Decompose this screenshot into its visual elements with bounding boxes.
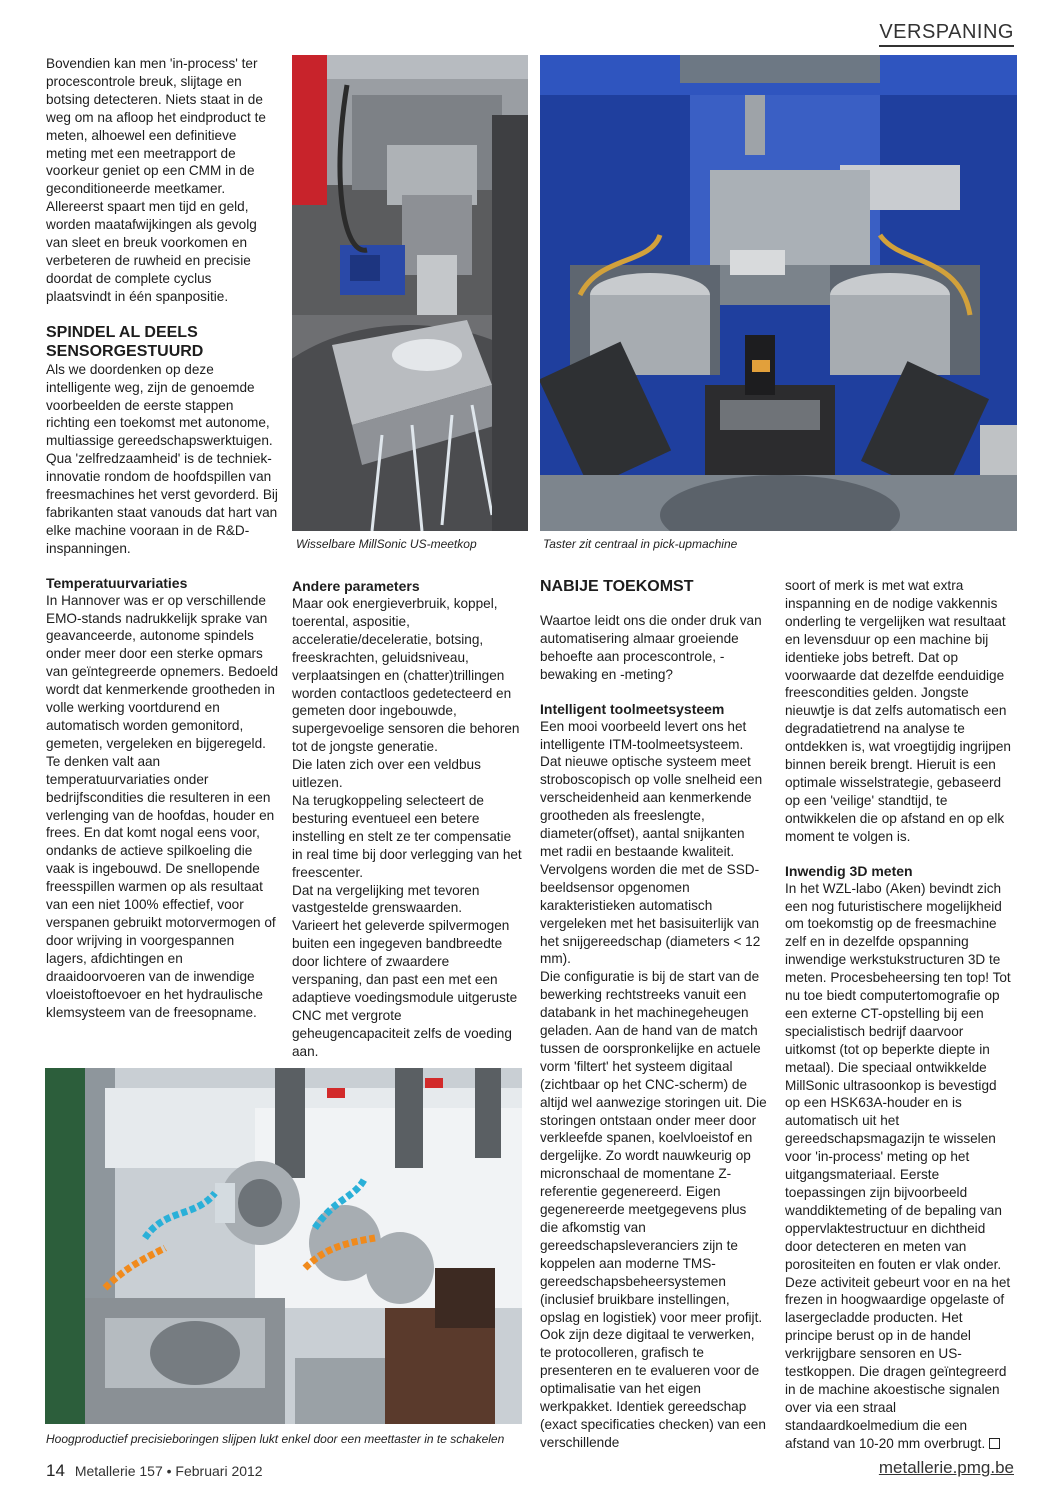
paragraph: Waartoe leidt ons die onder druk van automatisering almaar groeiende behoefte aan procescontrole, -bewaking en -meting? (540, 613, 762, 682)
column-3 (540, 577, 768, 1452)
heading-temperatuurvariaties: Temperatuurvariaties (46, 574, 188, 591)
heading-intelligent-toolmeetsysteem: Intelligent toolmeetsysteem (540, 700, 725, 717)
paragraph: Te denken valt aan temperatuurvariaties onder bedrijfscondities die resulteren in een verlenging van de hoofdas, houder en frees. En dat komt nogal eens voor, ondanks de actieve spilkoeling die vaak is ingebouwd. De snellopende freesspillen warmen op als resultaat van een niet 100% effectief, voor verspanen gebruikt motorvermogen of door wrijving in voorgespannen lagers, afdichtingen en draaidoorvoeren van de inwendige vloeistoftoevoer en het hydraulische klemsysteem van de freesopname. (46, 753, 276, 1020)
photo-grinding-machine (45, 1068, 522, 1424)
paragraph: Als we doordenken op deze intelligente weg, zijn de genoemde voorbeelden de eerste stappen richting een toekomst met autonome, multiassige gereedschapswerktuigen. Qua 'zelfredzaamheid' is de techniek-innovatie rondom de hoofdspillen van freesmachines het verst gevorderd. Bij fabrikanten staat vanouds dat hart van elke machine vooraan in de R&D-inspanningen. (46, 361, 278, 556)
intro-paragraph: Bovendien kan men 'in-process' ter procescontrole breuk, slijtage en botsing detecteren. Niets staat in de weg om na afloop het eindproduct te meten, alhoewel een definitieve meting met een meetrapport de voorkeur geniet op een CMM in de geconditioneerde meetkamer. Allereerst spaart men tijd en geld, worden maatafwijkingen als gevolg van sleet en breuk voorkomen en verbeteren de ruwheid en precisie doordat de complete cyclus plaatsvindt in één spanpositie. (46, 56, 266, 304)
heading-spindel: SPINDEL AL DEELS SENSORGESTUURD (46, 323, 204, 360)
column-2 (292, 577, 522, 1061)
caption-photo-3: Hoogproductief precisieboringen slijpen lukt enkel door een meettaster in te schakelen (46, 1432, 505, 1446)
paragraph-text: In het WZL-labo (Aken) bevindt zich een nog futuristischere mogelijkheid om toekomstig op de freesmachine zelf en in dezelfde opspanning inwendige werkstukstructuren 3D te meten. Procesbeheersing ten top! Tot nu toe biedt computertomografie op een externe CT-opstelling bij een specialistisch bedrijf daarvoor uitkomst (tot op beperkte diepte in metaal). Die speciaal ontwikkelde MillSonic ultrasoonkop is bevestigd op een HSK63A-houder en is automatisch uit het gereedschapsmagazijn te wisselen voor 'in-process' meting op het uitgangsmateriaal. Eerste toepassingen zijn bijvoorbeeld wanddiktemeting of de bepaling van oppervlaktestructuur en dichtheid door detecteren en meten van porositeiten en fouten er vlak onder. Deze activiteit gebeurt voor en na het frezen in hoogwaardige opgelaste of lasergecladde producten. Het principe berust op in de handel verkrijgbare sensoren en US-testkoppen. Die dragen geïntegreerd in de machine akoestische signalen over via een straal standaardkoelmedium die een afstand van 10-20 mm overbrugt. (785, 880, 1011, 1451)
footer (46, 1461, 263, 1481)
paragraph: Maar ook energieverbruik, koppel, toerental, aspositie, acceleratie/deceleratie, botsing, freeskrachten, geluidsniveau, verplaatsingen en (chatter)trillingen worden contactloos gedetecteerd en gemeten door ingebouwde, supergevoelige sensoren die behoren tot de jongste generatie. (292, 596, 520, 755)
photo-millsonic-probe (292, 55, 528, 531)
issue-info: Metallerie 157 • Februari 2012 (74, 1463, 263, 1479)
photo-pickup-machine (540, 55, 1017, 531)
paragraph (785, 880, 1013, 1453)
paragraph: Die laten zich over een veldbus uitlezen. (292, 757, 481, 791)
paragraph: Na terugkoppeling selecteert de besturing eventueel een betere instelling en stelt ze ter compensatie in real time bij door verlegging van het freescenter. (292, 792, 522, 880)
column-4 (785, 577, 1013, 1453)
heading-nabije-toekomst: NABIJE TOEKOMST (540, 578, 694, 595)
end-of-article-icon (989, 1438, 1000, 1449)
caption-photo-2: Taster zit centraal in pick-upmachine (543, 537, 738, 551)
page-number: 14 (46, 1461, 65, 1480)
paragraph: Een mooi voorbeeld levert ons het intelligente ITM-toolmeetsysteem. Dat nieuwe optische systeem meet stroboscopisch op volle snelheid een verscheidenheid aan kenmerkende grootheden als freeslengte, diameter(offset), aantal snijkanten met radii en bestaande kwaliteit. Vervolgens worden die met de SSD-beeldsensor opgenomen karakteristieken automatisch vergeleken met het basisuiterlijk van het snijgereedschap (diameters < 12 mm). (540, 718, 763, 967)
paragraph: Die configuratie is bij de start van de bewerking rechtstreeks vanuit een databank in het machinegeheugen geladen. Aan de hand van de match tussen de oorspronkelijke en actuele vorm 'filtert' het systeem digitaal (zichtbaar op het CNC-scherm) de altijd wel aanwezige storingen uit. Die storingen ontstaan onder meer door verkleefde spanen, koelvloeistof en dergelijke. Zo wordt nauwkeurig op micronschaal de momentane Z-referentie gegenereerd. Eigen gegenereerde meetgegevens plus die afkomstig van gereedschapsleveranciers zijn te koppelen aan moderne TMS-gereedschapsbeheersystemen (inclusief bruikbare instellingen, opslag en logistiek) voor meer profijt. Ook zijn deze digitaal te verwerken, te protocolleren, grafisch te presenteren en te evalueren voor de optimalisatie van het eigen werkpakket. Identiek gereedschap (exact specificaties checken) van een verschillende (540, 969, 767, 1450)
caption-photo-1: Wisselbare MillSonic US-meetkop (296, 537, 477, 551)
paragraph: Dat na vergelijking met tevoren vastgestelde grenswaarden. (292, 882, 480, 916)
paragraph: In Hannover was er op verschillende EMO-stands nadrukkelijk sprake van geavanceerde, autonome spindels onder meer door een sterke opmars van geïntegreerde opnemers. Bedoeld wordt dat kenmerkende grootheden in volle werking voortdurend en automatisch worden gemonitord, gemeten, vergeleken en bijgeregeld. (46, 592, 279, 751)
column-1 (46, 55, 278, 1021)
heading-andere-parameters: Andere parameters (292, 578, 420, 594)
footer-url-link[interactable]: metallerie.pmg.be (878, 1458, 1014, 1477)
paragraph: Varieert het geleverde spilvermogen buiten een ingegeven bandbreedte door lichtere of zwaardere verspaning, dan past een met een adaptieve voedingsmodule uitgeruste CNC met vergrote geheugencapaciteit zelfs de voeding aan. (292, 918, 518, 1059)
section-tag: VERSPANING (879, 20, 1014, 47)
paragraph: soort of merk is met wat extra inspanning en de nodige vakkennis onderling te vergelijken wat resultaat en levensduur op een machine bij identieke jobs betreft. Dat op voorwaarde dat dezelfde eenduidige freescondities gelden. Jongste nieuwtje is dat zelfs automatisch een degradatietrend na analyse te ontdekken is, wat vroegtijdig ingrijpen binnen bereik brengt. Hieruit is een optimale wisselstrategie, gebaseerd op een 'veilige' standtijd, te ontwikkelen die op afstand en op elk moment te volgen is. (785, 578, 1011, 844)
heading-inwendig-3d-meten: Inwendig 3D meten (785, 862, 913, 879)
